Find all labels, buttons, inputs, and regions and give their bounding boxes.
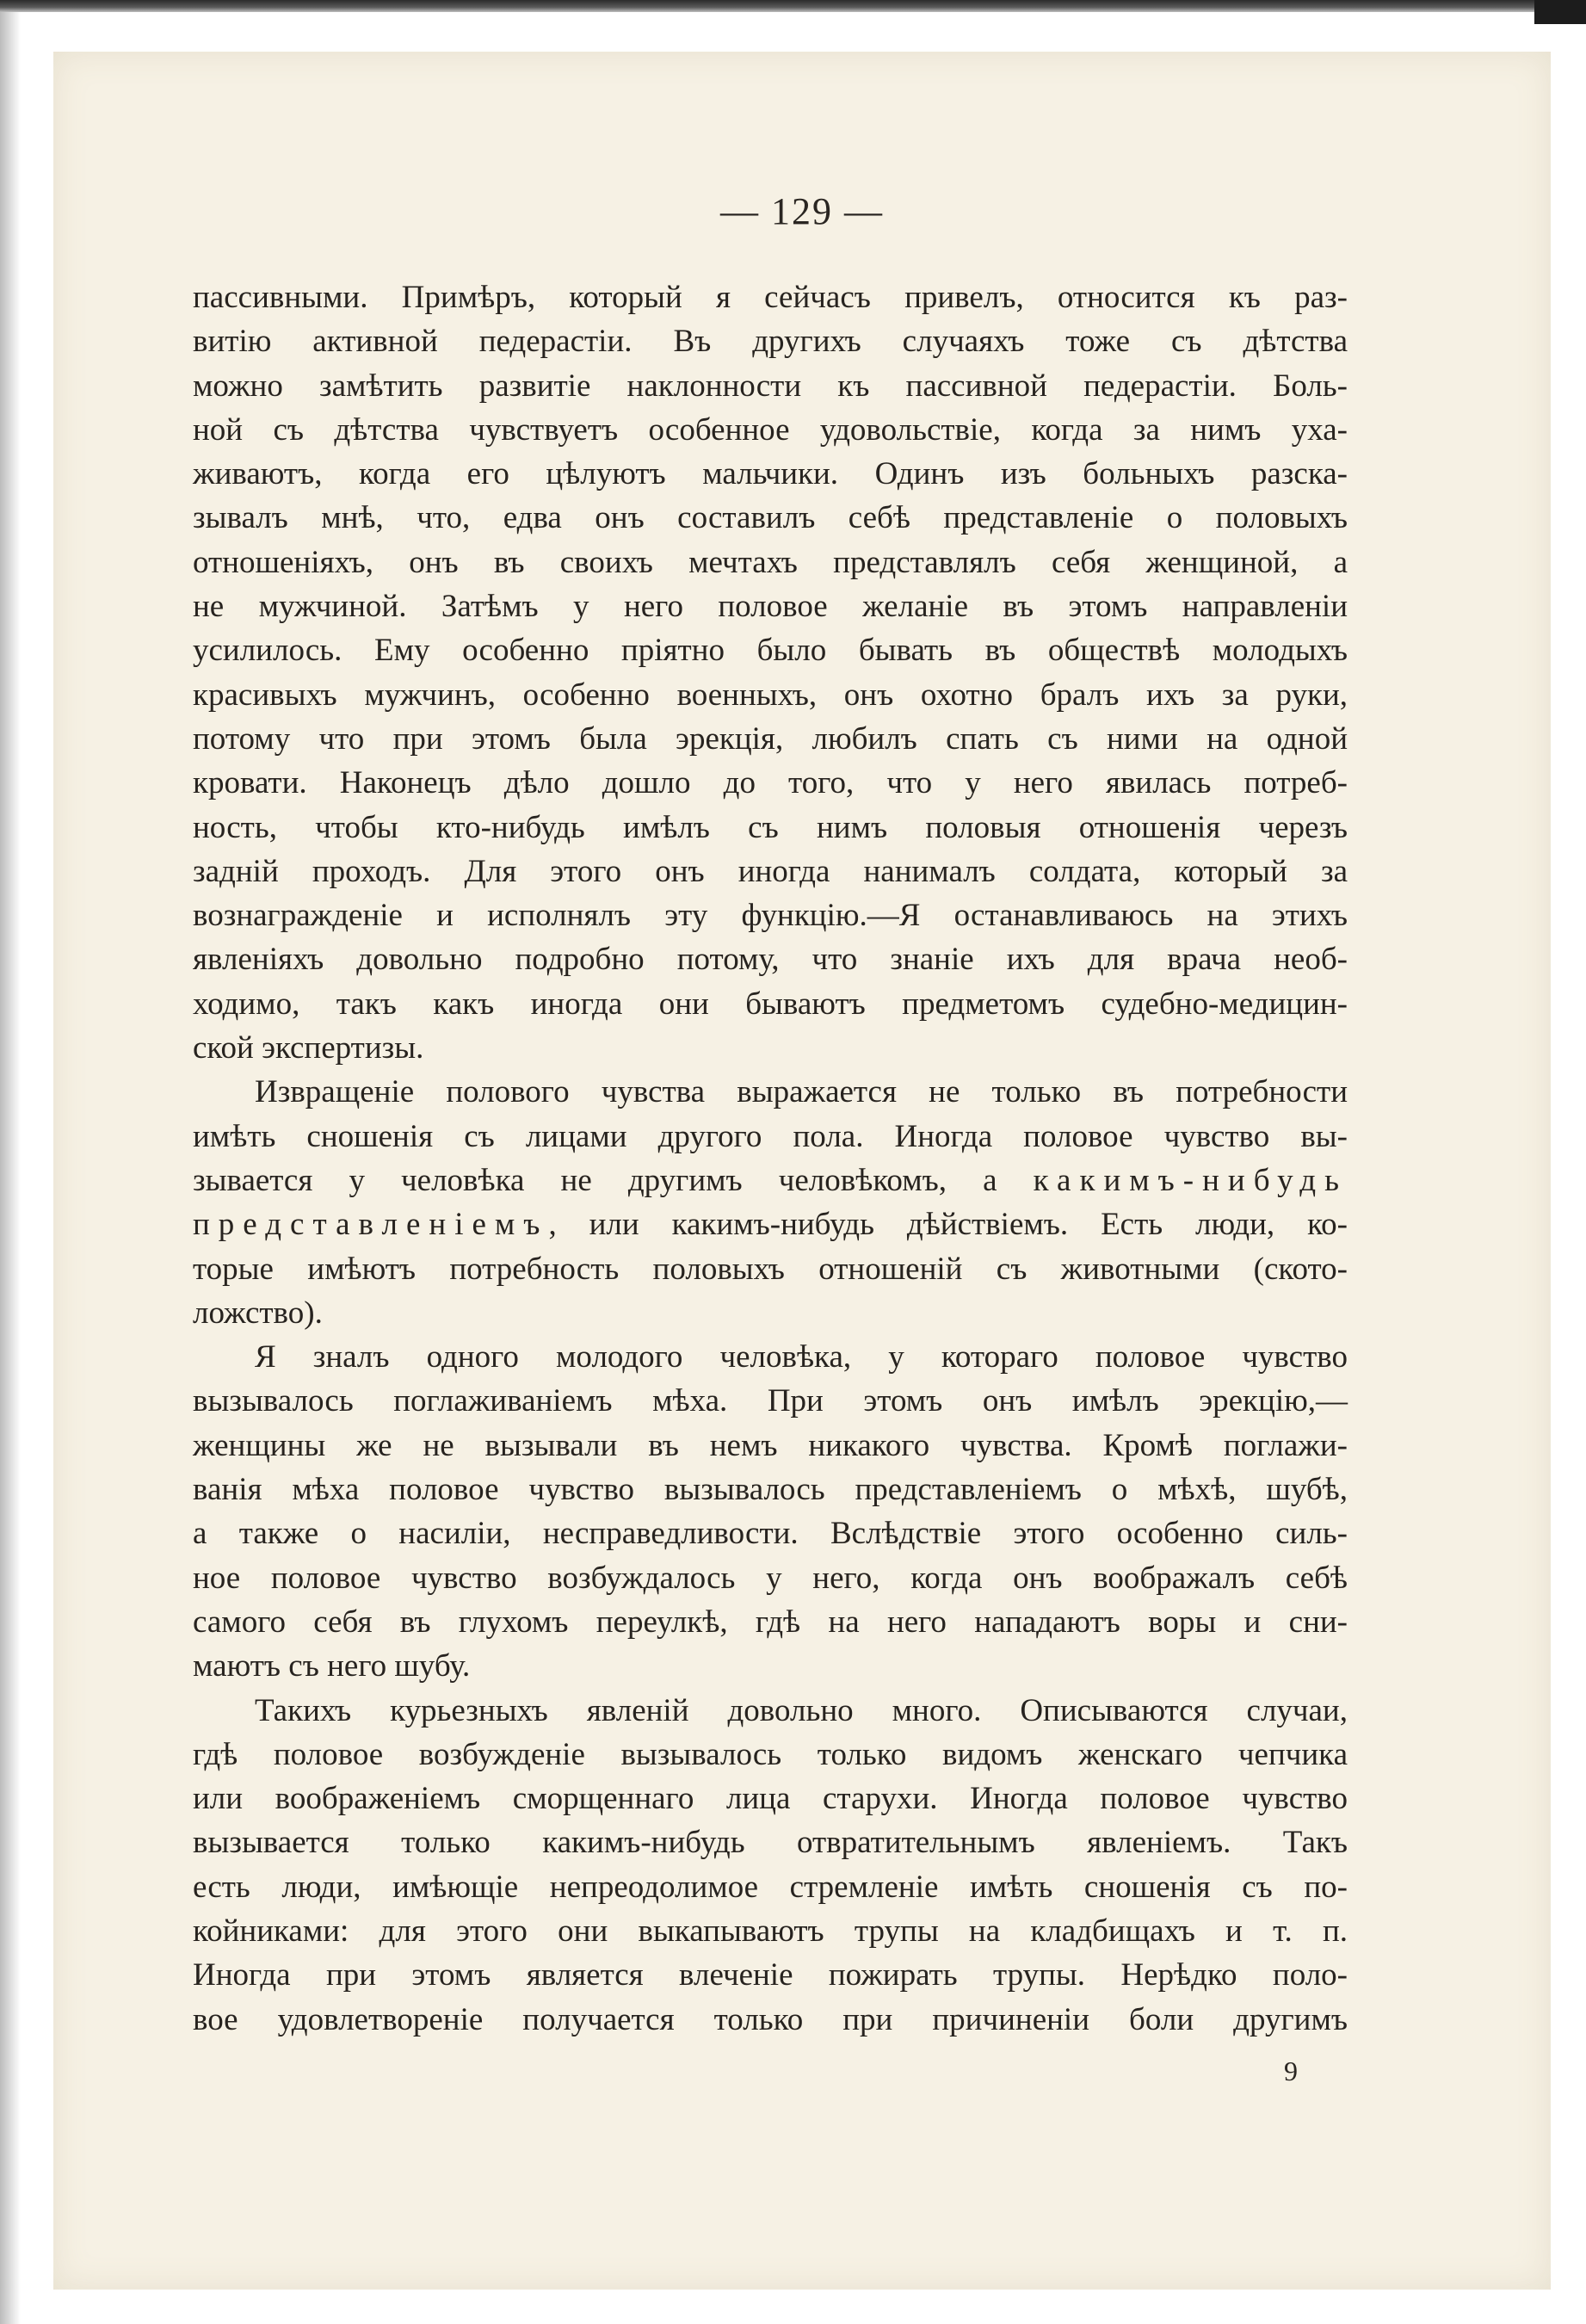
text-line: потому что при этомъ была эрекція, любилъ спать съ ними на одной [193, 720, 1348, 757]
text-line: ванія мѣха половое чувство вызывалось представленіемъ о мѣхѣ, шубѣ, [193, 1472, 1348, 1508]
text-line: ное половое чувство возбуждалось у него, когда онъ воображалъ себѣ [193, 1560, 1348, 1596]
text-fragment: зывается у человѣка не другимъ человѣкомъ, а [193, 1162, 997, 1198]
text-line: красивыхъ мужчинъ, особенно военныхъ, онъ охотно бралъ ихъ за руки, [193, 677, 1348, 713]
text-line: пассивными. Примѣръ, который я сейчасъ привелъ, относится къ раз- [193, 280, 1348, 315]
text-line: женщины же не вызывали въ немъ никакого чувства. Кромѣ поглажи- [193, 1427, 1348, 1463]
text-line: или воображеніемъ сморщеннаго лица старухи. Иногда половое чувство [193, 1781, 1348, 1817]
text-line: Иногда при этомъ является влеченіе пожирать трупы. Нерѣдко поло- [193, 1957, 1348, 1993]
text-line [193, 1159, 1348, 1202]
text-line: ной съ дѣтства чувствуетъ особенное удовольствіе, когда за нимъ уха- [193, 411, 1348, 448]
book-page [53, 52, 1551, 2290]
scan-corner [1534, 0, 1586, 24]
text-fragment: , или какимъ-нибудь дѣйствіемъ. Есть люди, ко- [548, 1207, 1348, 1243]
text-line: а также о насиліи, несправедливости. Вслѣдствіе этого особенно силь- [193, 1516, 1348, 1552]
text-line: Извращеніе полового чувства выражается не только въ потребности [255, 1074, 1348, 1110]
scan-edge-top [0, 0, 1586, 12]
text-line: вызывается только какимъ-нибудь отвратительнымъ явленіемъ. Такъ [193, 1825, 1348, 1861]
spaced-emphasis: какимъ-нибудь [1033, 1162, 1348, 1198]
text-line: вознагражденіе и исполнялъ эту функцію.—Я останавливаюсь на этихъ [193, 898, 1348, 934]
text-line: торые имѣютъ потребность половыхъ отношеній съ животными (ското- [193, 1251, 1348, 1287]
text-line [193, 1202, 1348, 1246]
scan-edge-left [0, 0, 21, 2324]
text-line: ложство). [193, 1295, 323, 1331]
text-line: вое удовлетвореніе получается только при причиненіи боли другимъ [193, 2001, 1348, 2037]
body-text [193, 275, 1348, 2042]
text-line: витію активной педерастіи. Въ другихъ случаяхъ тоже съ дѣтства [193, 324, 1348, 360]
text-line: вызывалось поглаживаніемъ мѣха. При этомъ онъ имѣлъ эрекцію,— [193, 1383, 1348, 1419]
text-line: ходимо, такъ какъ иногда они бываютъ предметомъ судебно-медицин- [193, 986, 1348, 1022]
text-line: гдѣ половое возбужденіе вызывалось только видомъ женскаго чепчика [193, 1736, 1348, 1772]
text-line: ской экспертизы. [193, 1030, 424, 1066]
text-line: можно замѣтить развитіе наклонности къ пассивной педерастіи. Боль- [193, 368, 1348, 404]
signature-mark: 9 [1284, 2055, 1298, 2086]
text-line: усилилось. Ему особенно пріятно было бывать въ обществѣ молодыхъ [193, 633, 1348, 669]
text-line: маютъ съ него шубу. [193, 1648, 471, 1684]
text-line: живаютъ, когда его цѣлуютъ мальчики. Одинъ изъ больныхъ разска- [193, 456, 1348, 492]
text-line: не мужчиной. Затѣмъ у него половое желаніе въ этомъ направленіи [193, 589, 1348, 625]
text-line: зывалъ мнѣ, что, едва онъ составилъ себѣ представленіе о половыхъ [193, 500, 1348, 536]
spaced-emphasis: представленіемъ [193, 1207, 549, 1243]
text-line: явленіяхъ довольно подробно потому, что знаніе ихъ для врача необ- [193, 942, 1348, 978]
text-line: кровати. Наконецъ дѣло дошло до того, что у него явилась потреб- [193, 765, 1348, 801]
text-line: имѣть сношенія съ лицами другого пола. Иногда половое чувство вы- [193, 1118, 1348, 1154]
text-line: Такихъ курьезныхъ явленій довольно много. Описываются случаи, [255, 1692, 1348, 1728]
text-line: есть люди, имѣющіе непреодолимое стремленіе имѣть сношенія съ по- [193, 1869, 1348, 1905]
text-line: койниками: для этого они выкапываютъ трупы на кладбищахъ и т. п. [193, 1913, 1348, 1949]
text-line: самого себя въ глухомъ переулкѣ, гдѣ на него нападаютъ воры и сни- [193, 1604, 1348, 1640]
page-header: — 129 — [720, 190, 884, 232]
text-line: отношеніяхъ, онъ въ своихъ мечтахъ представлялъ себя женщиной, а [193, 544, 1348, 580]
text-line: Я зналъ одного молодого человѣка, у котораго половое чувство [255, 1339, 1348, 1375]
text-line: задній проходъ. Для этого онъ иногда нанималъ солдата, который за [193, 853, 1348, 889]
text-line: ность, чтобы кто-нибудь имѣлъ съ нимъ половыя отношенія черезъ [193, 809, 1348, 845]
